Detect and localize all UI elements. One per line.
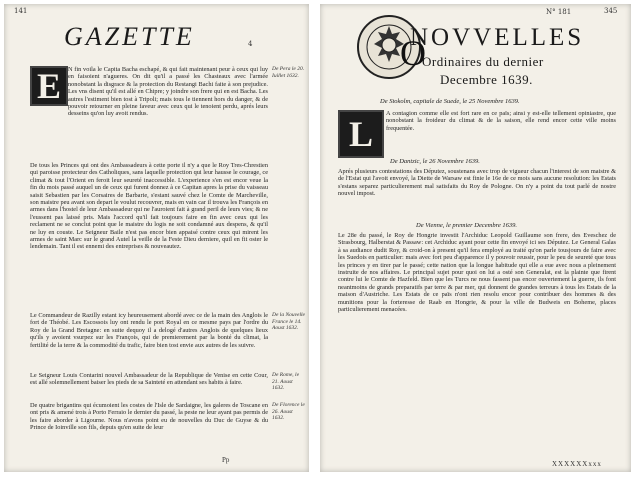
- title-ordinaires: Ordinaires du dernier: [422, 54, 544, 69]
- issue-number: N° 181: [546, 8, 572, 16]
- paragraph-2: De tous les Princes qui ont des Ambassadeurs à cette porte il n'y a que le Roy Tres-Chrestien qui paroisse protecteur des Catholiques, sans laquelle protection qui leur hausse le courage, ce climat & tout l'Orient en feroit leur seureté inaccessible. L'experience s'en est encor veue la fin du mois passé auquel un de ceux qui furent donnez à ce Capitan apres la prise du vaisseau saisit Sebastien par les Corsaires de Barbarie, s'estant sauvé chez le Comte de Marcheville, son maistre peu avant son depart le voulut recouvrer, mais en vain car il trouva les François en armes dans l'hostel de leur Ambassadeur qui ne l'auroient fait à grand peril de leurs vies; & ne l'eussent pas laissé pris. Mais l'accord qu'il fait toujours faire en fin avec ceux qui les reclament ne se conclut point que le maistre du logis ne soit condamné aux despens, & qu'il ne luy en couste. Le Seigneur Baile n'est pas encor bien appaisé contre ceux qui mirent les armes de saint Marc sur le grand Autel la veille de la Feste Dieu derniere, quil en fit oster le lendemain. Tant il est ennemi des entreprises & nouveautez.: [30, 162, 268, 251]
- paragraph-5: De quatre brigantins qui écumoient les costes de l'Isle de Sardaigne, les galeres de Toscane en ont pris & amené trois à Porto Ferraio le dernier du passé, la peste ne leur ayant pas permis de les faire aborder à Ligourne. Nous n'avons point eu de nouvelles du Duc de Guyse & du Prince de Ioinville son fils, depuis qu'en suite de leur: [30, 402, 268, 432]
- title-nouvelles: NOVVELLES: [410, 24, 585, 51]
- masthead-gazette: GAZETTE: [64, 22, 195, 51]
- sidebar-date-pera: De Pera le 20. Iuillet 1632.: [272, 66, 305, 79]
- signature-mark: Pp: [222, 456, 230, 464]
- paragraph-4: Le Seigneur Louis Contarini nouvel Ambassadeur de la Republique de Venise en cette Cour, est allé solemnellement baiser les pieds de sa Sainteté en attendant ses habits à faire.: [30, 372, 268, 387]
- gazette-page-left: [4, 4, 309, 472]
- masthead-mark: 4: [248, 40, 253, 48]
- dateline-stokolm: De Stokolm, capitale de Suede, le 25 Novembre 1639.: [380, 98, 520, 105]
- dateline-vienne: De Vienne, le premier Decembre 1639.: [416, 222, 518, 229]
- paragraph-dantzic: Aprés plusieurs contestations des Députez, soustenans avec trop de vigueur chacun l'interest de son maistre & de l'Estat qui l'avoit envoyé, la Diette de Warsaw est finie le 16e de ce mois sans aucune resolution: les Estats s'estans separez particulierement mal satisfaits du Roy de Pologne. On n'y a point du tout parlé de nostre nouvel impost.: [338, 168, 616, 198]
- paragraph-vienne: Le 28e du passé, le Roy de Hongrie investit l'Archiduc Leopold Guillaume son frere, des Eveschez de Strasbourg, Halberstat & Passaw: cet Archiduc ayant pour cette fin envoyé ici ses Députez. Le General Galas à sa audiance dudit Roy, & croid-on à present qu'il fera employé au traité qu'on parle tousjours de faire avec les Suedois en particulier: mais avec fort peu d'apparence il y pouvoir reussir, pour le peu de seureté que tous les princes y en tirer par le passé; cette nation que la longue habitude qui elle a eue avec nous a pleinement instruite de nos affaires. Le principal sujet pour quoi on lui a osté son Generalat, est la plainte que firent contre lui le Comte de Hazfeld. Bien que les Turcs ne nous fassent pas encor ouvertement la guerre, ils font neantmoins de grands preparatifs par terre & par mer, qui donnent de grandes terreurs à tous les Estats de la maison d'Austriche. Les Estats de ce païs n'ont rien resolu encor pour contribuer des hommes & des munitions pour la forteresse de Raab en Hongrie, & pour la ville de Budweis en Boheme, places particulierement menacées.: [338, 232, 616, 314]
- emblem-letter: O: [400, 33, 426, 73]
- title-date: Decembre 1639.: [440, 72, 533, 87]
- dateline-dantzic: De Dantzic, le 26 Novembre 1639.: [390, 158, 480, 165]
- nouvelles-page-right: [320, 4, 631, 472]
- sidebar-date-nouvelle-france: De la Nouvelle France le 14. Aoust 1632.: [272, 312, 305, 331]
- sidebar-date-florence: De Florence le 26. Aoust 1632.: [272, 402, 305, 421]
- catchword: XXXXXXxxx: [552, 460, 602, 468]
- page-number: 345: [604, 7, 618, 15]
- drop-cap: L: [338, 110, 384, 158]
- sidebar-date-rome: De Rome, le 21. Aoust 1632.: [272, 372, 300, 391]
- paragraph-3: Le Commandeur de Razilly estant icy heureusement abordé avec ce de la main des Anglois le fort de Théobé. Les Escossois luy ont rendu le port Royal en ce mesme pays par l'ordre du Roy de la Grand Bretagne: en suite dequoy il a delogé d'autres Anglois de quelques lieux qu'ils y avoient vsurpez sur les François, qui de premierement par la bonté du climat, la fertilité de la terre & la commodité du trafic, faire bien tost envie aux autres de les suivre.: [30, 312, 268, 349]
- page-number: 141: [14, 7, 28, 15]
- paragraph-1: N fin voila le Capita Bacha eschapé, & qui fait maintenant peur à ceux qui luy en faisoient n'agueres. On dit qu'il a passé les Chasteaux avec l'armée nonobstant la disgrace & la protection du Restangi Bachi faite à son prejudice. Les vns disent qu'il est allé en Chipre; y joindre son frere qui en est Bacha. Les autres l'estiment bien tost à Tripoli; mais tous le tiennent hors du danger, & de pouvoir retourner en pleine faveur avec ceux qui le tenoient perdu, aprés leurs desseins qu'on luy avoit rendus.: [68, 66, 268, 118]
- paragraph-stokolm: A contagion comme elle est fort rare en ce païs; ainsi y est-elle tellement opiniastre, que nonobstant la froideur du climat & de la saison, elle rend encor cette ville moins frequentée.: [386, 110, 616, 132]
- drop-cap: E: [30, 66, 68, 106]
